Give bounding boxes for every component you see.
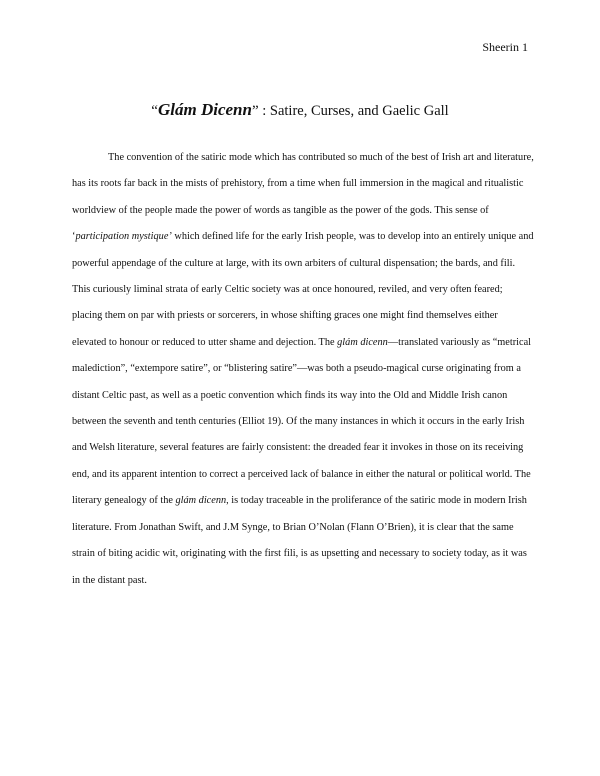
body-text	[72, 145, 534, 594]
title-open-quote: “	[151, 103, 158, 119]
body-text-segment: , is today traceable in the proliferance of the satiric mode in modern Irish literature. From Jonathan Swift, and J.M Synge, to Brian O’Nolan (Flann O’Brien), it is clear that the same strain of biting acidic wit, originating with the first fili, is as upsetting and necessary to society today, as it was in the distant past.	[72, 495, 527, 586]
body-text-segment: which defined life for the early Irish people, was to develop into an entirely unique and powerful appendage of the culture at large, with its own arbiters of cultural dispensation; the bards, and fili. This curiously liminal strata of early Celtic society was at once honoured, reviled, and very often feared; placing them on par with priests or sorcerers, in whose shifting graces one might find themselves either elevated to honour or reduced to utter shame and dejection. The	[72, 231, 534, 348]
italic-term: glám dicenn	[337, 336, 388, 348]
italic-term: glám dicenn	[175, 495, 227, 507]
italic-phrase: participation mystique’	[75, 231, 172, 243]
essay-title	[0, 100, 600, 120]
body-text-segment: —translated variously as “metrical malediction”, “extempore satire”, or “blistering satire”—was both a pseudo-magical curse originating from a distant Celtic past, as well as a poetic convention which finds its way into the Old and Middle Irish canon between the seventh and tenth centuries (Elliot 19). Of the many instances in which it occurs in the early Irish and Welsh literature, several features are fairly consistent: the dreaded fear it invokes in those on its receiving end, and its apparent intention to correct a perceived lack of balance in either the natural or political world. The literary genealogy of the	[72, 336, 532, 507]
body-text-segment: The convention of the satiric mode which has contributed so much of the best of Irish art and literature, has its roots far back in the mists of prehistory, from a time when full immersion in the magical and ritualistic worldview of the people made the power of words as tangible as the power of the gods. This sense of ‘	[72, 152, 534, 243]
title-subtitle: : Satire, Curses, and Gaelic Gall	[258, 103, 449, 119]
running-head: Sheerin 1	[482, 40, 528, 54]
body-paragraph	[72, 145, 534, 594]
title-italic-term: Glám Dicenn	[157, 100, 252, 119]
title-close-quote: ”	[251, 103, 259, 119]
